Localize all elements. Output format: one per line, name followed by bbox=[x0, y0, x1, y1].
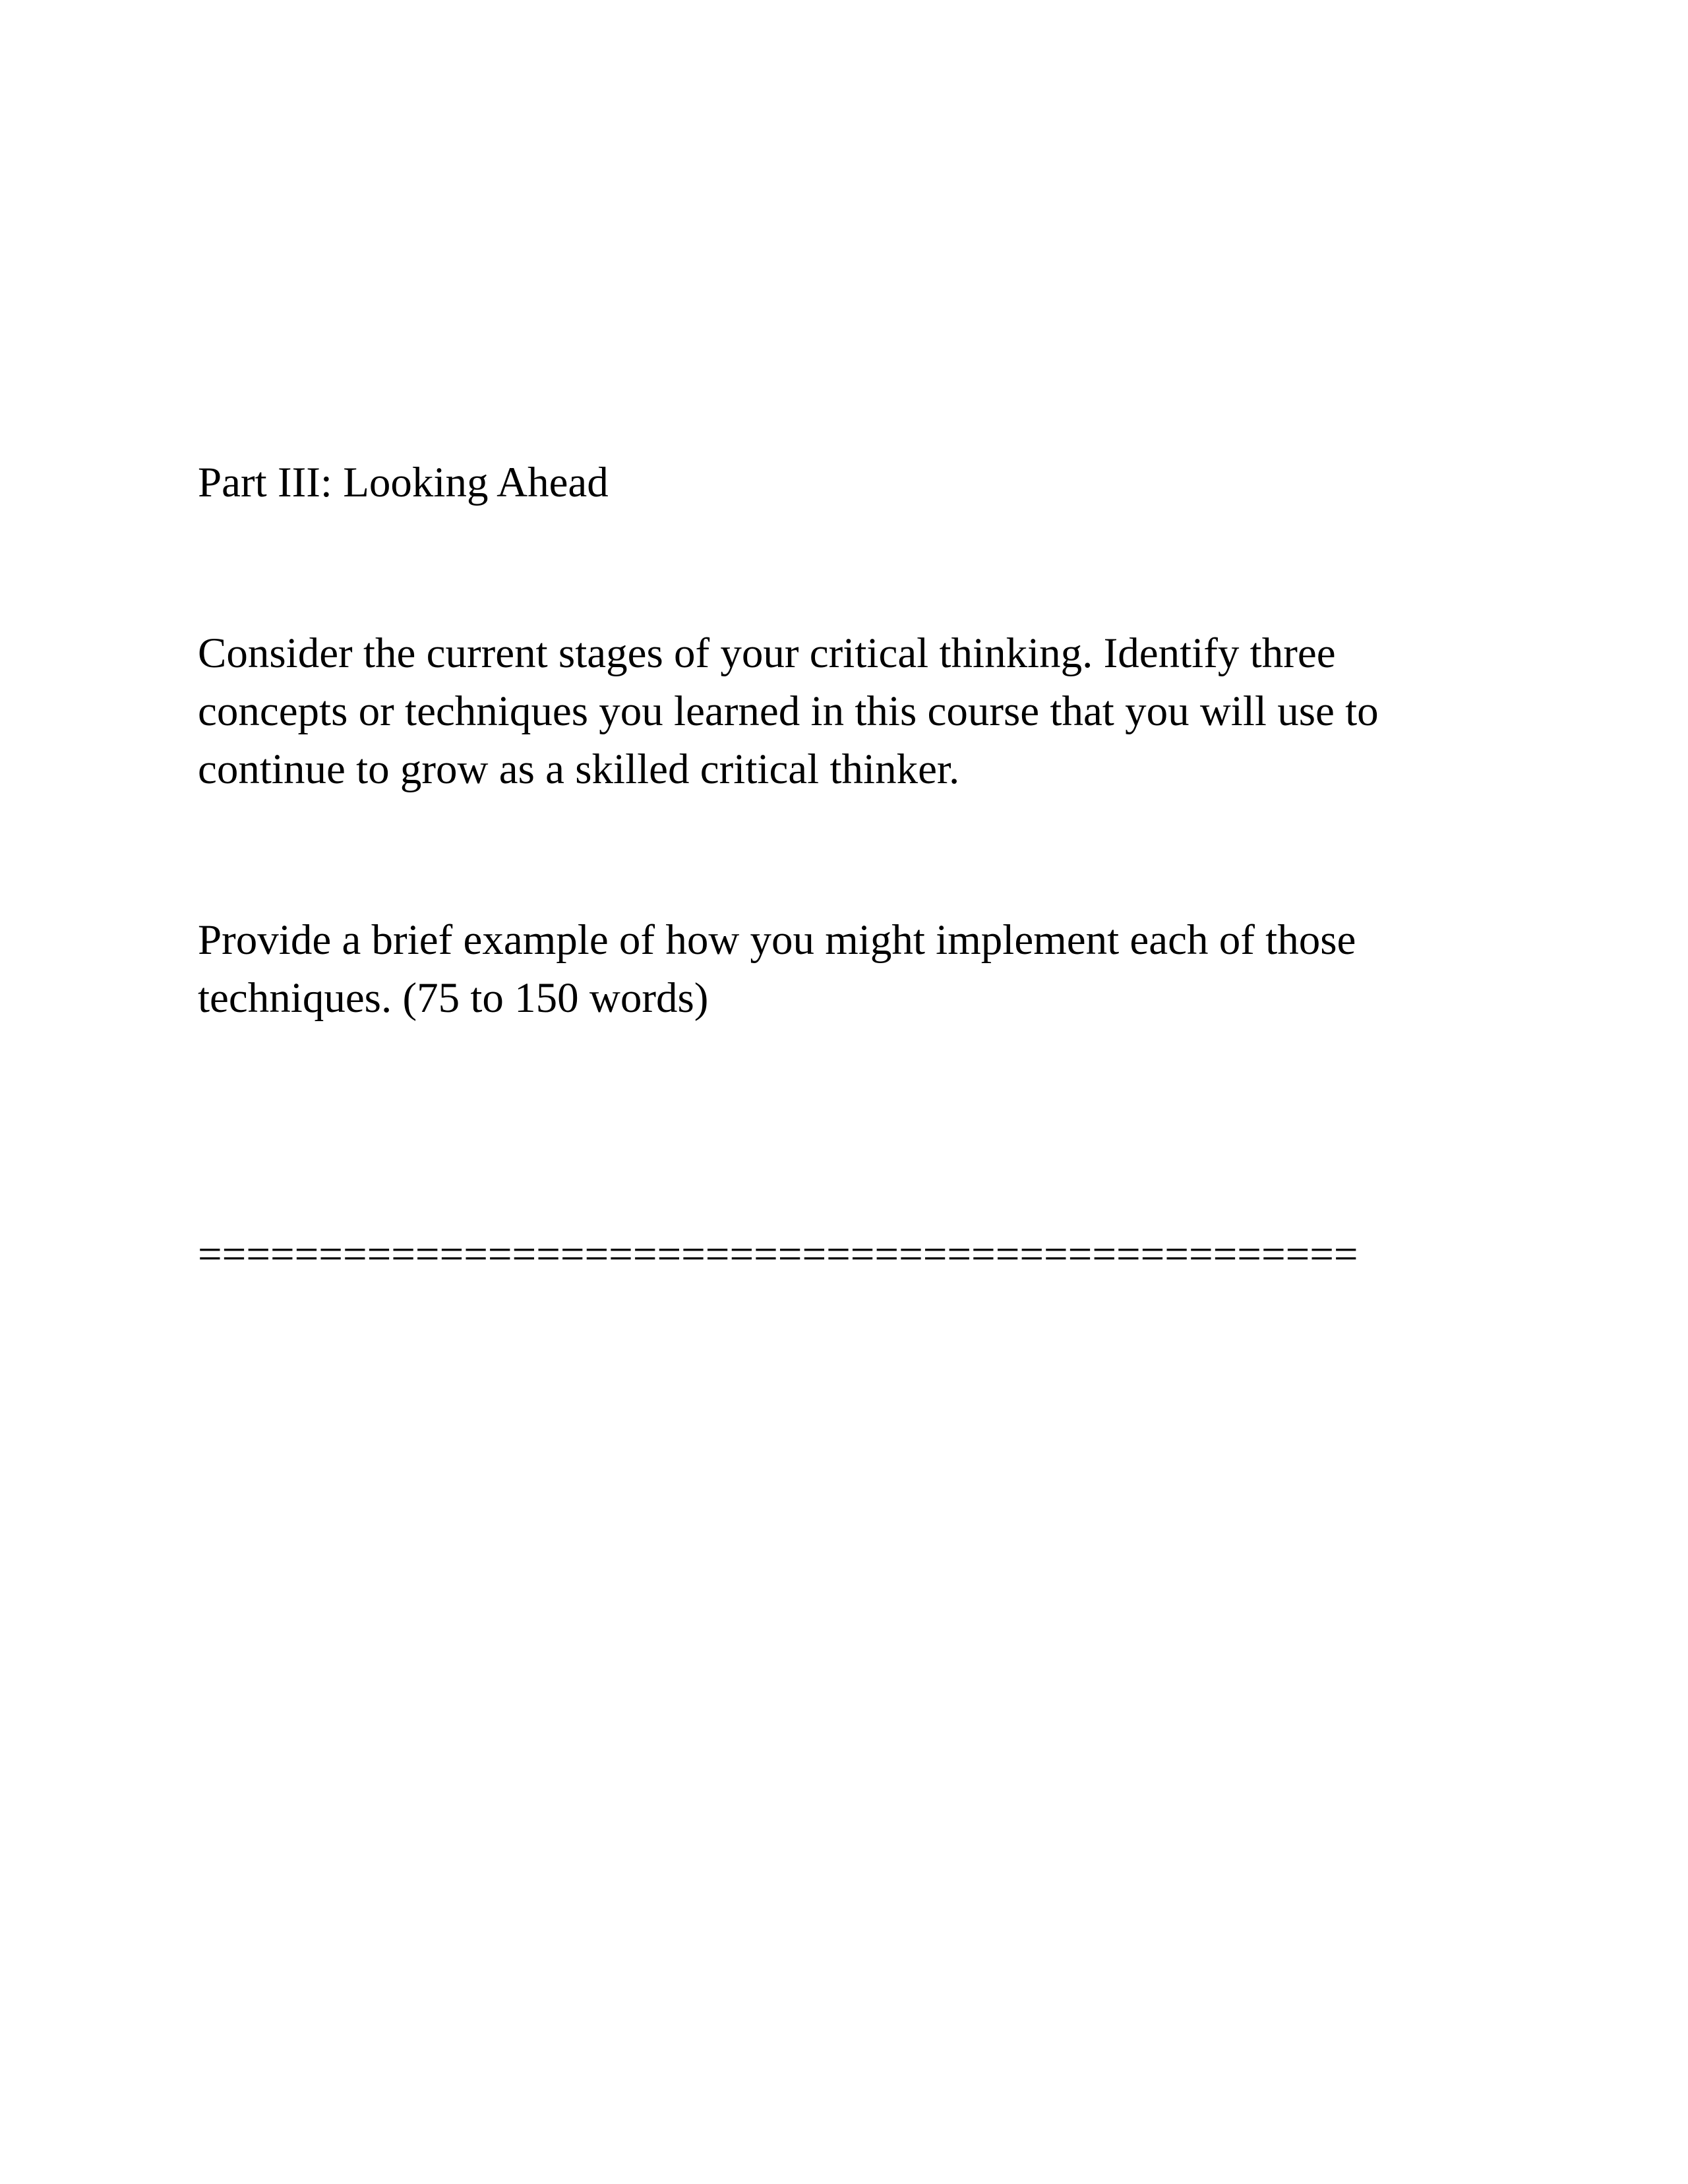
paragraph-line: Provide a brief example of how you might implement each of those bbox=[198, 916, 1356, 964]
paragraph-line: continue to grow as a skilled critical thinker. bbox=[198, 746, 960, 793]
paragraph-line: techniques. (75 to 150 words) bbox=[198, 974, 709, 1022]
section-heading: Part III: Looking Ahead bbox=[198, 459, 609, 506]
instruction-paragraph-2 bbox=[198, 911, 1356, 1027]
equals-divider: ================================================ bbox=[198, 1231, 1358, 1278]
instruction-paragraph-1 bbox=[198, 624, 1379, 798]
paragraph-line: concepts or techniques you learned in this course that you will use to bbox=[198, 688, 1379, 735]
paragraph-line: Consider the current stages of your critical thinking. Identify three bbox=[198, 630, 1336, 677]
